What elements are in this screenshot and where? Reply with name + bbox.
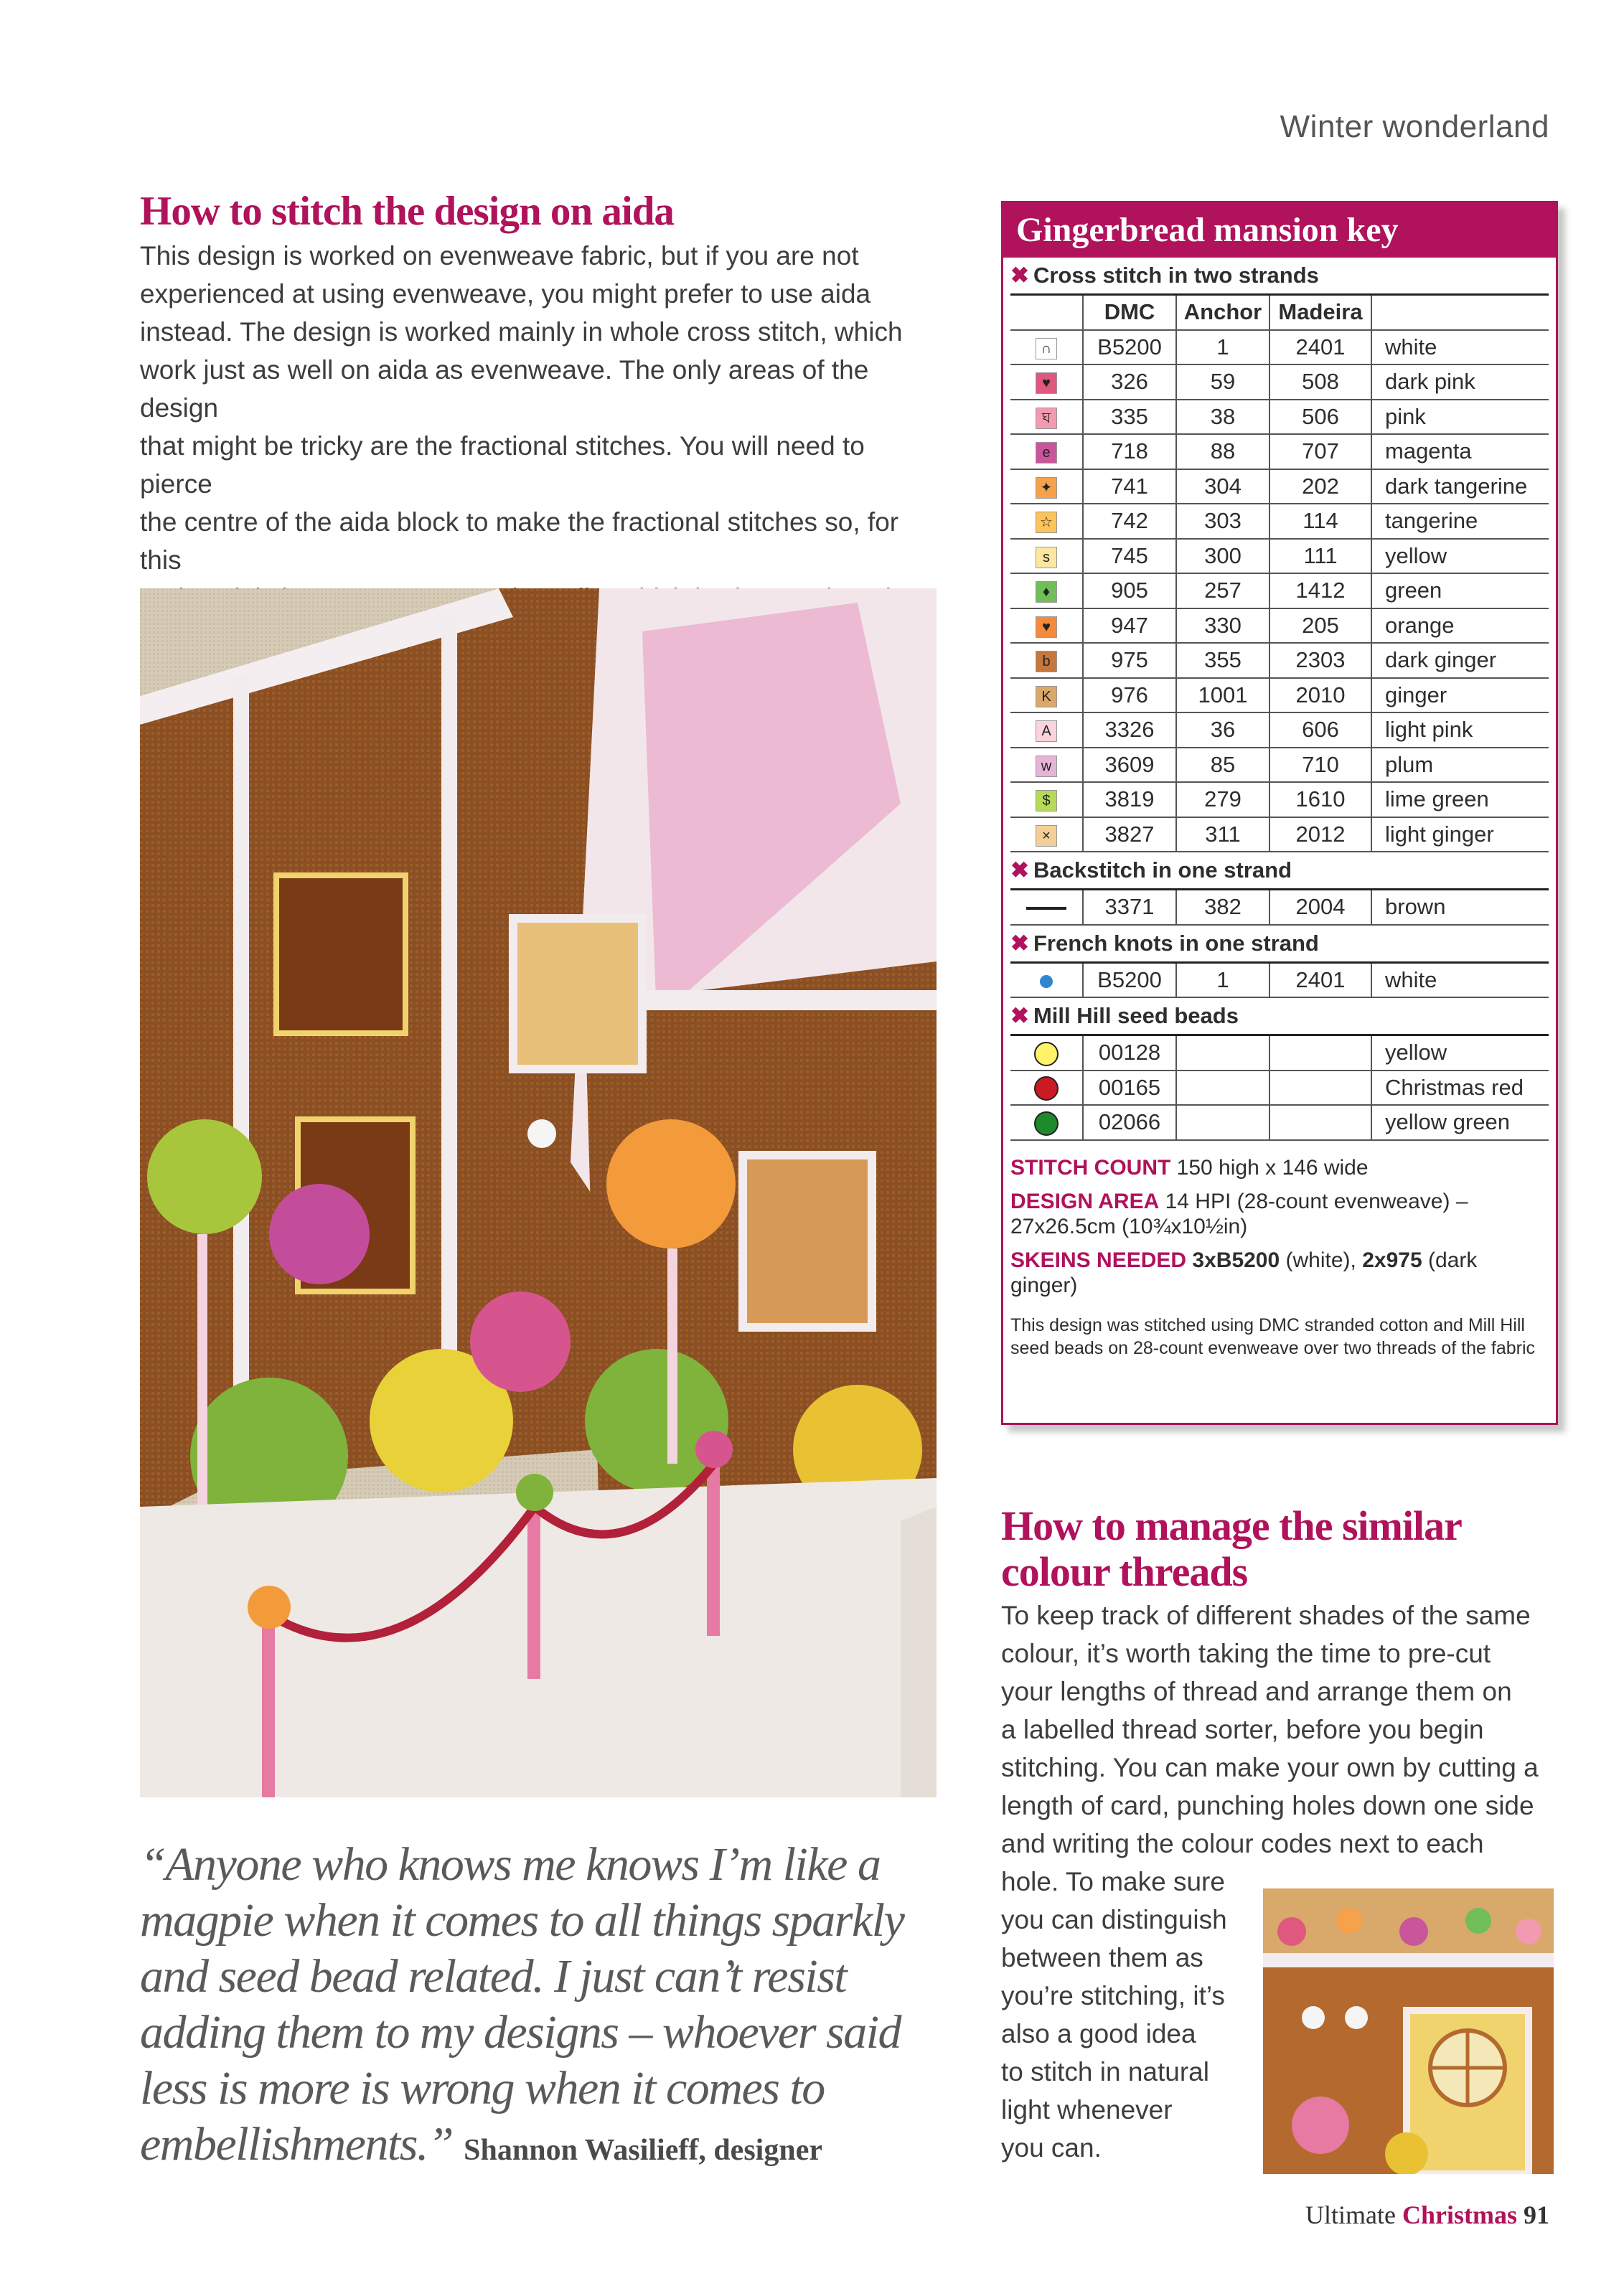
page-number: 91 [1524,2201,1549,2229]
dmc-value: 3819 [1083,782,1176,817]
seed-beads-heading-text: Mill Hill seed beads [1033,1003,1239,1028]
bead-icon [1010,1071,1083,1106]
table-row [1010,1036,1549,1071]
madeira-value: 506 [1269,400,1371,435]
stitch-symbol: K [1036,686,1057,707]
colour-name: white [1371,964,1549,998]
colour-name: orange [1371,608,1549,644]
manage-line: you can. [1001,2133,1102,2163]
dmc-header: DMC [1083,296,1176,330]
stitch-symbol-icon [1010,469,1083,504]
stitch-symbol-icon [1010,504,1083,539]
table-row [1010,712,1549,748]
quote-text: “Anyone who knows me knows I’m like a magpie when it comes to all things sparkly and seed bead related. I just can’t resist adding them to my designs – whoever said less is more is wrong when it comes to embellishments.” [140,1838,904,2170]
bead-name: yellow green [1371,1105,1549,1140]
aida-line: instead. The design is worked mainly in whole cross stitch, which [140,317,903,347]
colour-name: plum [1371,748,1549,783]
table-row [1010,643,1549,678]
table-row [1010,748,1549,783]
skeins-ginger-name: (dark ginger) [1010,1248,1478,1297]
dmc-value: B5200 [1083,964,1176,998]
madeira-empty [1269,1036,1371,1071]
design-area [1010,1189,1549,1239]
page-folio [1305,2200,1549,2230]
french-knots-table [1010,964,1549,999]
cross-stitch-heading-text: Cross stitch in two strands [1033,263,1319,288]
dmc-value: 741 [1083,469,1176,504]
design-area-label: DESIGN AREA [1010,1189,1160,1213]
gingerbread-photo-illustration [140,588,937,1797]
dmc-value: 742 [1083,504,1176,539]
aida-line: the centre of the aida block to make the fractional stitches so, for this [140,507,899,575]
madeira-value: 707 [1269,434,1371,469]
stitch-symbol: $ [1036,790,1057,811]
gingerbread-mansion-photo [140,588,937,1797]
stitch-symbol-icon [1010,782,1083,817]
manage-line: colour, it’s worth taking the time to pre-cut [1001,1639,1491,1668]
table-row [1010,504,1549,539]
stitch-symbol: e [1036,442,1057,464]
stitch-count-label: STITCH COUNT [1010,1155,1171,1180]
stitch-symbol: b [1036,651,1057,672]
anchor-value: 38 [1176,400,1269,435]
anchor-empty [1176,1105,1269,1140]
stitch-symbol: ☆ [1036,512,1057,533]
stitch-symbol: s [1036,547,1057,568]
aida-heading: How to stitch the design on aida [140,189,674,234]
table-row [1010,1105,1549,1140]
stitch-symbol: × [1036,825,1057,847]
madeira-value: 2303 [1269,643,1371,678]
madeira-value: 202 [1269,469,1371,504]
anchor-empty [1176,1036,1269,1071]
stitch-count-value: 150 high x 146 wide [1176,1155,1369,1180]
cross-stitch-heading [1010,258,1549,296]
madeira-value: 111 [1269,539,1371,574]
design-area-value: 14 HPI (28-count evenweave) – 27x26.5cm (10¾x10½in) [1010,1189,1468,1238]
aida-line: that might be tricky are the fractional stitches. You will need to pierce [140,431,865,499]
cross-marker-icon: ✖ [1010,1003,1029,1028]
stitch-symbol-icon [1010,817,1083,852]
table-row [1010,469,1549,504]
dmc-value: 335 [1083,400,1176,435]
stitch-symbol-icon [1010,712,1083,748]
dmc-value: 326 [1083,364,1176,400]
dmc-value: 976 [1083,678,1176,713]
aida-line: experienced at using evenweave, you might prefer to use aida [140,279,871,309]
manage-line: stitching. You can make your own by cutting a [1001,1753,1539,1782]
bead-code: 02066 [1083,1105,1176,1140]
stitch-symbol: ♦ [1036,581,1057,603]
backstitch-heading [1010,852,1549,890]
madeira-value: 2004 [1269,890,1371,925]
table-row [1010,539,1549,574]
key-content [1003,258,1556,1141]
colour-name: white [1371,330,1549,365]
anchor-value: 59 [1176,364,1269,400]
colour-name: dark tangerine [1371,469,1549,504]
anchor-value: 382 [1176,890,1269,925]
aida-line: This design is worked on evenweave fabric, but if you are not [140,241,859,270]
dmc-value: 975 [1083,643,1176,678]
key-stats [1003,1141,1556,1360]
madeira-empty [1269,1105,1371,1140]
stitch-count [1010,1155,1549,1180]
bead-icon [1010,1105,1083,1140]
madeira-value: 2401 [1269,964,1371,998]
table-row [1010,608,1549,644]
anchor-value: 311 [1176,817,1269,852]
table-row [1010,678,1549,713]
table-row [1010,817,1549,852]
colour-name: magenta [1371,434,1549,469]
colour-name: pink [1371,400,1549,435]
anchor-value: 88 [1176,434,1269,469]
stitch-symbol-icon [1010,573,1083,608]
stitch-symbol: A [1036,720,1057,742]
anchor-value: 330 [1176,608,1269,644]
table-row [1010,964,1549,998]
manage-line: and writing the colour codes next to each [1001,1829,1484,1858]
colour-name: lime green [1371,782,1549,817]
stitch-symbol: w [1036,756,1057,777]
stitch-symbol-icon [1010,748,1083,783]
table-row [1010,573,1549,608]
colour-name: light pink [1371,712,1549,748]
colour-name: tangerine [1371,504,1549,539]
stitch-symbol: ♥ [1036,372,1057,394]
aida-line: work just as well on aida as evenweave. The only areas of the design [140,355,869,423]
backstitch-heading-text: Backstitch in one strand [1033,857,1292,883]
seed-beads-table [1010,1036,1549,1141]
dmc-value: 3371 [1083,890,1176,925]
manage-line: you can distinguish [1001,1905,1227,1934]
bead-icon [1010,1036,1083,1071]
manage-line: to stitch in natural [1001,2057,1209,2086]
dmc-value: 718 [1083,434,1176,469]
key-note: This design was stitched using DMC stranded cotton and Mill Hill seed beads on 28-count evenweave over two threads of the fabric [1010,1314,1536,1358]
manage-heading [1001,1503,1575,1595]
colour-name: dark ginger [1371,643,1549,678]
anchor-header: Anchor [1176,296,1269,330]
symbol-header [1010,296,1083,330]
key-title: Gingerbread mansion key [1003,203,1556,258]
anchor-value: 1 [1176,330,1269,365]
stitch-symbol-icon [1010,608,1083,644]
bead-name: yellow [1371,1036,1549,1071]
colour-name: green [1371,573,1549,608]
stitch-symbol-icon [1010,400,1083,435]
backstitch-table [1010,890,1549,926]
colour-name: brown [1371,890,1549,925]
colour-name: yellow [1371,539,1549,574]
stitch-symbol: ঘ [1036,408,1057,429]
anchor-value: 1 [1176,964,1269,998]
manage-line: hole. To make sure [1001,1867,1225,1896]
colour-name: ginger [1371,678,1549,713]
backstitch-line-icon [1010,890,1083,925]
stitch-symbol-icon [1010,539,1083,574]
colour-name: dark pink [1371,364,1549,400]
folio-magazine-accent: Christmas [1402,2201,1517,2229]
dmc-value: 3609 [1083,748,1176,783]
stitch-symbol-icon [1010,678,1083,713]
anchor-value: 304 [1176,469,1269,504]
manage-line: light whenever [1001,2095,1173,2125]
french-knots-heading [1010,926,1549,964]
stitch-symbol-icon [1010,330,1083,365]
manage-line: length of card, punching holes down one side [1001,1791,1534,1820]
pull-quote [140,1837,937,2178]
dmc-value: 905 [1083,573,1176,608]
anchor-value: 257 [1176,573,1269,608]
skeins-white-name: (white), [1285,1248,1356,1272]
dmc-value: 947 [1083,608,1176,644]
skeins-needed [1010,1248,1549,1298]
skeins-white-qty: 3xB5200 [1192,1248,1280,1272]
skeins-label: SKEINS NEEDED [1010,1248,1187,1272]
manage-heading-line: colour threads [1001,1548,1248,1595]
table-row [1010,1071,1549,1106]
cross-marker-icon: ✖ [1010,857,1029,883]
table-row [1010,434,1549,469]
madeira-value: 606 [1269,712,1371,748]
key-column-header [1010,296,1549,330]
stitch-symbol: ✦ [1036,477,1057,499]
bead-name: Christmas red [1371,1071,1549,1106]
dmc-value: 745 [1083,539,1176,574]
manage-line: To keep track of different shades of the same [1001,1601,1531,1630]
anchor-value: 279 [1176,782,1269,817]
dmc-value: 3326 [1083,712,1176,748]
anchor-value: 36 [1176,712,1269,748]
manage-line: you’re stitching, it’s [1001,1981,1225,2010]
gingerbread-detail-photo [1263,1888,1554,2174]
anchor-value: 300 [1176,539,1269,574]
anchor-value: 303 [1176,504,1269,539]
table-row [1010,782,1549,817]
table-row [1010,890,1549,925]
cross-marker-icon: ✖ [1010,263,1029,288]
dmc-value: B5200 [1083,330,1176,365]
dmc-value: 3827 [1083,817,1176,852]
madeira-value: 710 [1269,748,1371,783]
manage-line: between them as [1001,1943,1203,1972]
madeira-value: 2010 [1269,678,1371,713]
anchor-value: 85 [1176,748,1269,783]
madeira-value: 508 [1269,364,1371,400]
name-header [1371,296,1549,330]
skeins-ginger-qty: 2x975 [1362,1248,1422,1272]
stitch-symbol-icon [1010,364,1083,400]
french-knot-dot-icon [1010,964,1083,998]
stitch-symbol: ♥ [1036,616,1057,638]
table-row [1010,364,1549,400]
bead-code: 00165 [1083,1071,1176,1106]
madeira-header: Madeira [1269,296,1371,330]
madeira-empty [1269,1071,1371,1106]
anchor-empty [1176,1071,1269,1106]
stitch-symbol: ∩ [1036,338,1057,359]
madeira-value: 114 [1269,504,1371,539]
anchor-value: 355 [1176,643,1269,678]
manage-line: your lengths of thread and arrange them on [1001,1677,1512,1706]
cross-stitch-table [1010,296,1549,852]
manage-line: a labelled thread sorter, before you begin [1001,1715,1484,1744]
manage-heading-line: How to manage the similar [1001,1502,1462,1549]
madeira-value: 205 [1269,608,1371,644]
cross-marker-icon: ✖ [1010,930,1029,956]
manage-line: also a good idea [1001,2019,1196,2048]
colour-name: light ginger [1371,817,1549,852]
madeira-value: 2401 [1269,330,1371,365]
anchor-value: 1001 [1176,678,1269,713]
thread-key-panel [1001,201,1558,1425]
madeira-value: 1412 [1269,573,1371,608]
table-row [1010,400,1549,435]
folio-magazine: Ultimate [1305,2201,1396,2229]
detail-photo-illustration [1263,1888,1554,2174]
seed-beads-heading [1010,998,1549,1036]
madeira-value: 1610 [1269,782,1371,817]
table-row [1010,330,1549,365]
running-head: Winter wonderland [1280,109,1549,144]
stitch-symbol-icon [1010,643,1083,678]
stitch-symbol-icon [1010,434,1083,469]
bead-code: 00128 [1083,1036,1176,1071]
french-knots-heading-text: French knots in one strand [1033,930,1319,956]
quote-attribution: Shannon Wasilieff, designer [464,2134,822,2167]
madeira-value: 2012 [1269,817,1371,852]
